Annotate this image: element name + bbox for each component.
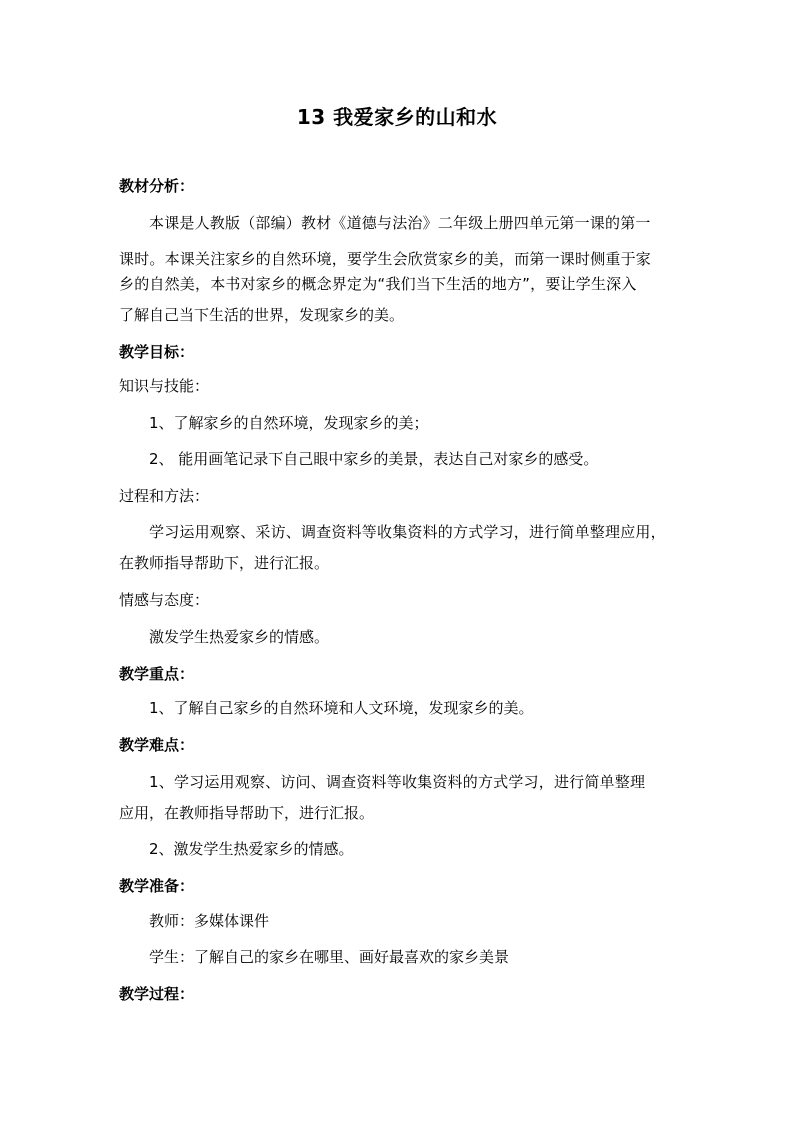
prep-teacher: 教师：多媒体课件 (149, 912, 270, 930)
analysis-heading: 教材分析： (119, 177, 195, 195)
prep-heading: 教学准备： (119, 877, 195, 895)
emotion-label: 情感与态度： (119, 591, 210, 609)
emotion-text: 激发学生热爱家乡的情感。 (149, 628, 330, 646)
process-line: 在教师指导帮助下，进行汇报。 (119, 554, 330, 572)
prep-student: 学生：了解自己的家乡在哪里、画好最喜欢的家乡美景 (149, 948, 510, 966)
difficulty-line: 2、激发学生热爱家乡的情感。 (149, 840, 354, 858)
process-line: 学习运用观察、采访、调查资料等收集资料的方式学习，进行简单整理应用， (149, 523, 666, 541)
key-heading: 教学重点： (119, 665, 195, 683)
analysis-line: 乡的自然美，本书对家乡的概念界定为“我们当下生活的地方”，要让学生深入 (119, 275, 637, 293)
document-title: 13 我爱家乡的山和水 (296, 105, 498, 129)
key-text: 1、了解自己家乡的自然环境和人文环境，发现家乡的美。 (149, 699, 534, 717)
knowledge-label: 知识与技能： (119, 377, 210, 395)
difficulty-line: 1、学习运用观察、访问、调查资料等收集资料的方式学习，进行简单整理 (149, 773, 646, 791)
analysis-line: 本课是人教版（部编）教材《道德与法治》二年级上册四单元第一课的第一 (149, 214, 651, 232)
analysis-line: 了解自己当下生活的世界，发现家乡的美。 (119, 306, 405, 324)
process-label: 过程和方法： (119, 487, 210, 505)
difficulty-heading: 教学难点： (119, 736, 195, 754)
analysis-line: 课时。本课关注家乡的自然环境，要学生会欣赏家乡的美，而第一课时侧重于家 (119, 250, 652, 268)
difficulty-line: 应用，在教师指导帮助下，进行汇报。 (119, 804, 375, 822)
goals-heading: 教学目标： (119, 343, 195, 361)
knowledge-item: 1、了解家乡的自然环境，发现家乡的美； (149, 414, 429, 432)
process-heading: 教学过程： (119, 985, 195, 1003)
knowledge-item: 2、 能用画笔记录下自己眼中家乡的美景，表达自己对家乡的感受。 (149, 450, 599, 468)
